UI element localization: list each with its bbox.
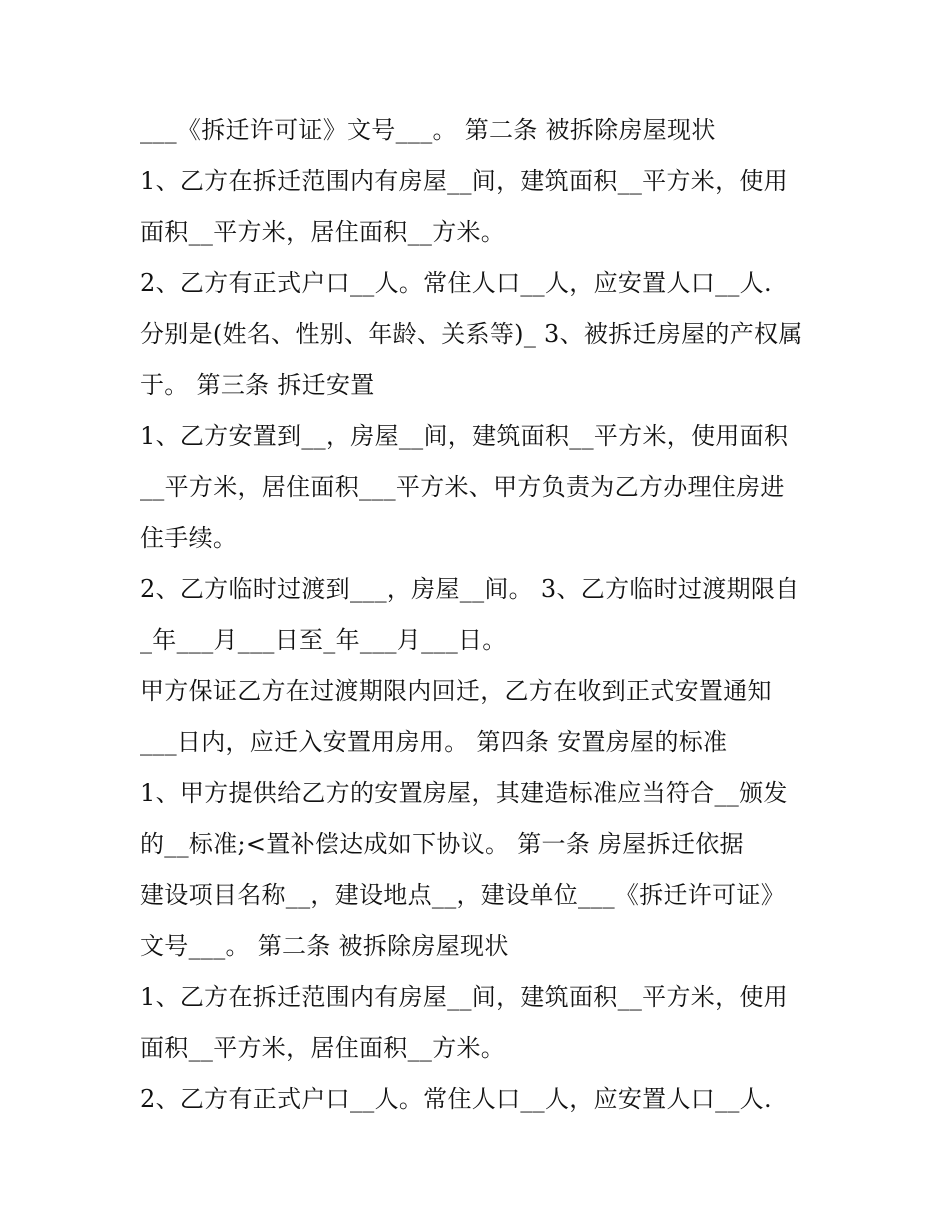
document-body <box>140 105 820 1125</box>
text-line: 1、乙方在拆迁范围内有房屋__间，建筑面积__平方米，使用 <box>140 983 788 1011</box>
text-line: 1、甲方提供给乙方的安置房屋，其建造标准应当符合__颁发 <box>140 779 788 807</box>
text-line: 于。 第三条 拆迁安置 <box>140 371 375 399</box>
text-line: 2、乙方有正式户口__人。常住人口__人，应安置人口__人. <box>140 269 772 297</box>
text-line: 面积__平方米，居住面积__方米。 <box>140 218 506 246</box>
text-line: 2、乙方临时过渡到___，房屋__间。 3、乙方临时过渡期限自 <box>140 575 800 603</box>
text-line: 面积__平方米，居住面积__方米。 <box>140 1034 506 1062</box>
text-line: 2、乙方有正式户口__人。常住人口__人，应安置人口__人. <box>140 1085 772 1113</box>
text-line: 1、乙方在拆迁范围内有房屋__间，建筑面积__平方米，使用 <box>140 167 788 195</box>
text-line: ___日内，应迁入安置用房用。 第四条 安置房屋的标准 <box>140 728 728 756</box>
text-line: 分别是(姓名、性别、年龄、关系等)_ 3、被拆迁房屋的产权属 <box>140 320 803 348</box>
text-line: 甲方保证乙方在过渡期限内回迁，乙方在收到正式安置通知 <box>140 677 772 705</box>
text-line: 建设项目名称__，建设地点__，建设单位___《拆迁许可证》 <box>140 881 785 909</box>
text-line: _年___月___日至_年___月___日。 <box>140 626 507 654</box>
text-line: __平方米，居住面积___平方米、甲方负责为乙方办理住房进 <box>140 473 785 501</box>
text-line: ___《拆迁许可证》文号___。 第二条 被拆除房屋现状 <box>140 116 716 144</box>
text-line: 文号___。 第二条 被拆除房屋现状 <box>140 932 509 960</box>
text-line: 的__标准;<置补偿达成如下协议。 第一条 房屋拆迁依据 <box>140 830 744 858</box>
text-line: 1、乙方安置到__，房屋__间，建筑面积__平方米，使用面积 <box>140 422 789 450</box>
text-line: 住手续。 <box>140 524 238 552</box>
